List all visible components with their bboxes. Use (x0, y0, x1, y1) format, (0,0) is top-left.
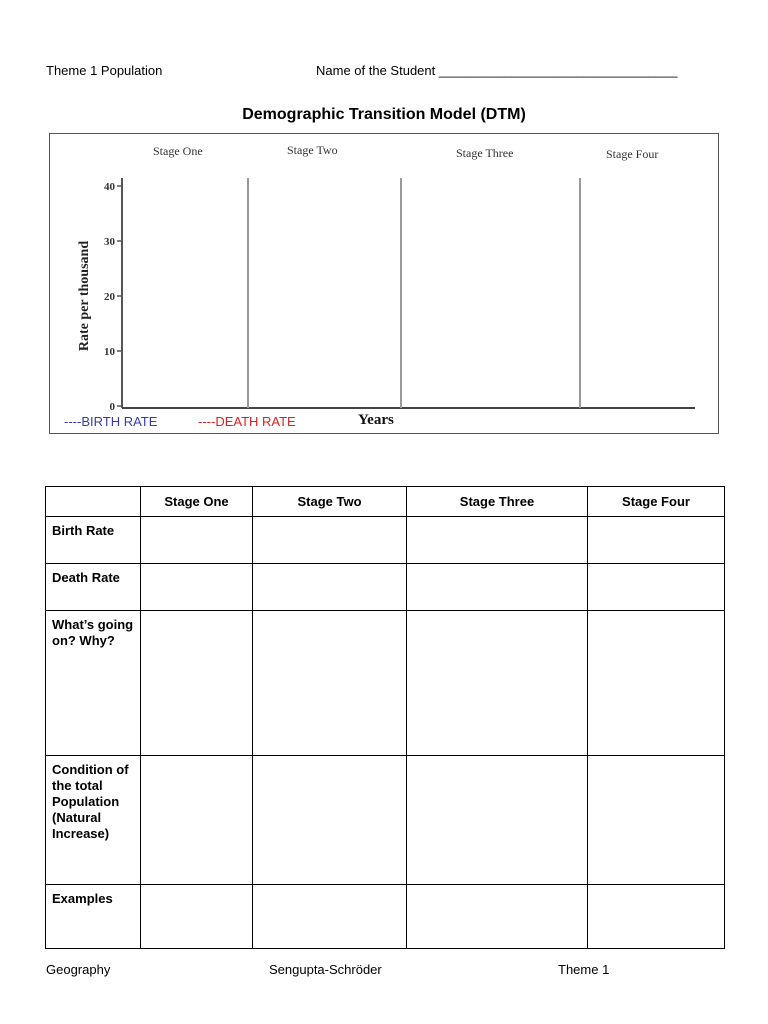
answer-cell[interactable] (141, 756, 253, 885)
column-header-stage-three: Stage Three (407, 487, 588, 517)
header-theme: Theme 1 Population (46, 63, 163, 78)
answer-cell[interactable] (253, 885, 407, 949)
table-row (46, 885, 725, 949)
answer-cell[interactable] (407, 517, 588, 564)
legend-birth-rate: ----BIRTH RATE (64, 414, 158, 429)
answer-cell[interactable] (407, 885, 588, 949)
answer-cell[interactable] (588, 517, 725, 564)
y-tick-label: 20 (104, 291, 115, 303)
row-label-examples: Examples (46, 885, 141, 949)
stage-label-2: Stage Two (287, 143, 338, 157)
stage-label-3: Stage Three (456, 146, 514, 160)
answer-cell[interactable] (253, 564, 407, 611)
dtm-table (45, 486, 725, 949)
table-row (46, 611, 725, 756)
student-name-label: Name of the Student (316, 63, 436, 78)
row-label-birth-rate: Birth Rate (46, 517, 141, 564)
page-title: Demographic Transition Model (DTM) (242, 106, 526, 123)
y-tick-label: 0 (109, 401, 115, 413)
table-header-row (46, 487, 725, 517)
y-tick-label: 40 (104, 181, 115, 193)
column-header-stage-two: Stage Two (253, 487, 407, 517)
row-label-condition-population: Condition of the total Population (Natural Increase) (46, 756, 141, 885)
answer-cell[interactable] (141, 517, 253, 564)
column-header-stage-four: Stage Four (588, 487, 725, 517)
answer-cell[interactable] (141, 564, 253, 611)
stage-label-1: Stage One (153, 144, 203, 158)
stage-label-4: Stage Four (606, 147, 659, 161)
footer-subject: Geography (46, 962, 111, 977)
answer-cell[interactable] (253, 611, 407, 756)
student-name-blank: _________________________________ (438, 63, 678, 78)
answer-cell[interactable] (141, 611, 253, 756)
answer-cell[interactable] (588, 885, 725, 949)
answer-cell[interactable] (407, 564, 588, 611)
answer-cell[interactable] (407, 611, 588, 756)
dtm-chart (49, 133, 719, 434)
answer-cell[interactable] (141, 885, 253, 949)
answer-cell[interactable] (588, 611, 725, 756)
row-label-whats-going-on: What’s going on? Why? (46, 611, 141, 756)
y-axis-label: Rate per thousand (77, 240, 92, 352)
y-tick-label: 10 (104, 346, 115, 358)
footer-theme: Theme 1 (558, 962, 610, 977)
footer-author: Sengupta-Schröder (269, 962, 382, 977)
answer-cell[interactable] (253, 756, 407, 885)
table-row (46, 756, 725, 885)
answer-cell[interactable] (253, 517, 407, 564)
table-corner-cell (46, 487, 141, 517)
table-row (46, 564, 725, 611)
dtm-chart-svg (50, 134, 718, 433)
answer-cell[interactable] (588, 756, 725, 885)
legend-death-rate: ----DEATH RATE (198, 414, 296, 429)
student-name-field[interactable] (316, 63, 677, 78)
y-tick-label: 30 (104, 236, 115, 248)
row-label-death-rate: Death Rate (46, 564, 141, 611)
table-row (46, 517, 725, 564)
x-axis-label: Years (358, 412, 394, 428)
column-header-stage-one: Stage One (141, 487, 253, 517)
answer-cell[interactable] (588, 564, 725, 611)
answer-cell[interactable] (407, 756, 588, 885)
